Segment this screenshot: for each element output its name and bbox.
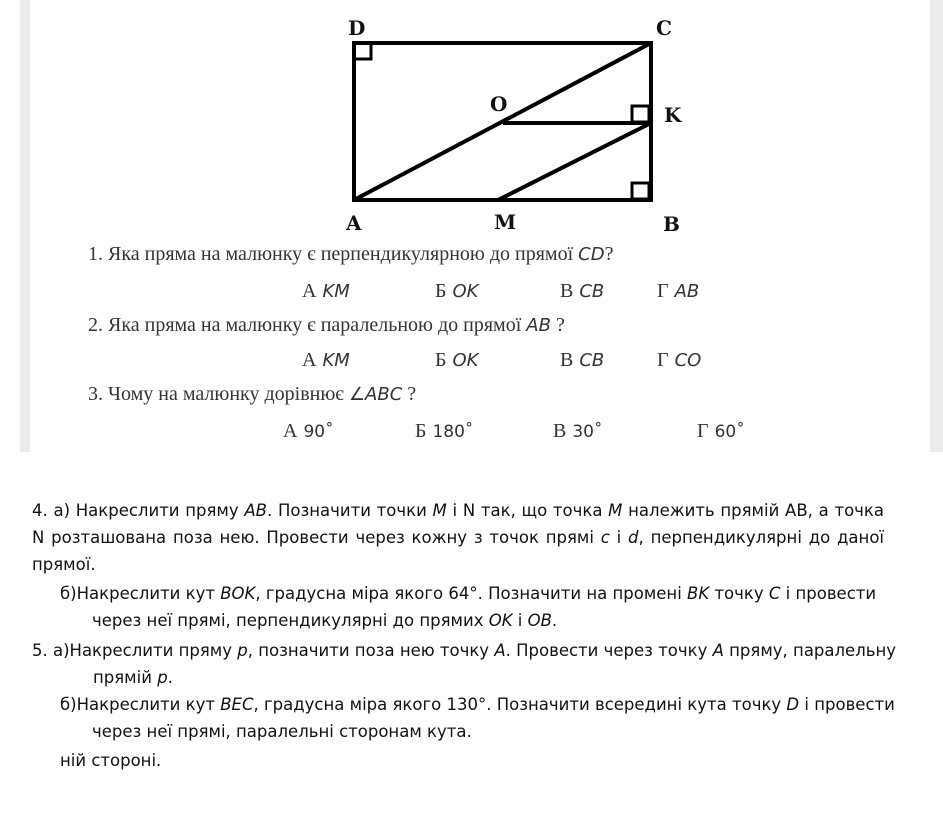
label-o: O <box>490 92 508 116</box>
question-2: 2. Яка пряма на малюнку є паралельною до прямої AB ? <box>88 314 565 336</box>
label-d: D <box>348 16 366 40</box>
q2-option-d: Г CO <box>657 349 702 371</box>
question-3: 3. Чому на малюнку дорівнює ∠ABC ? <box>88 383 417 405</box>
q3-option-a: А 90˚ <box>283 420 334 442</box>
label-c: C <box>656 16 672 40</box>
task-4a: 4. а) Накреслити пряму AB. Позначити точки M і N так, що точка M належить прямій AB, а точка N розташована поза нею. Провести через кожну з точок прямі c і d, перпендикулярні до даної прямої. <box>32 501 884 574</box>
q3-option-b: Б 180˚ <box>415 420 474 442</box>
q2-option-b: Б OK <box>435 349 479 371</box>
q1-option-b: Б OK <box>435 280 479 302</box>
segment-mk <box>498 123 651 200</box>
q1-option-c: В CB <box>560 280 605 302</box>
right-angle-mark-b <box>632 183 649 199</box>
task-4b: б)Накреслити кут BOK, градусна міра якого 64°. Позначити на промені BK точку C і провести через неї прямі, перпендикулярні до прямих OK і OB. <box>60 584 877 630</box>
q3-option-c: В 30˚ <box>553 420 603 442</box>
trailing-text: ній стороні. <box>60 751 162 770</box>
q3-option-d: Г 60˚ <box>697 420 745 442</box>
task-5b: б)Накреслити кут BEC, градусна міра якого 130°. Позначити всередині кута точку D і провести через неї прямі, паралельні сторонам кута. <box>60 695 895 741</box>
right-angle-mark-d <box>356 45 371 59</box>
label-b: B <box>663 212 680 236</box>
q2-option-a: А KM <box>302 349 350 371</box>
task-5a: 5. а)Накреслити пряму p, позначити поза нею точку A. Провести через точку A пряму, паралельну прямій p. <box>32 641 897 687</box>
label-m: M <box>494 210 517 234</box>
label-a: A <box>346 211 362 235</box>
label-k: K <box>664 103 682 127</box>
q2-option-c: В CB <box>560 349 605 371</box>
q1-option-d: Г AB <box>657 280 700 302</box>
right-angle-mark-k <box>632 106 649 122</box>
question-1: 1. Яка пряма на малюнку є перпендикулярною до прямої CD? <box>88 243 614 265</box>
q1-option-a: А KM <box>302 280 350 302</box>
